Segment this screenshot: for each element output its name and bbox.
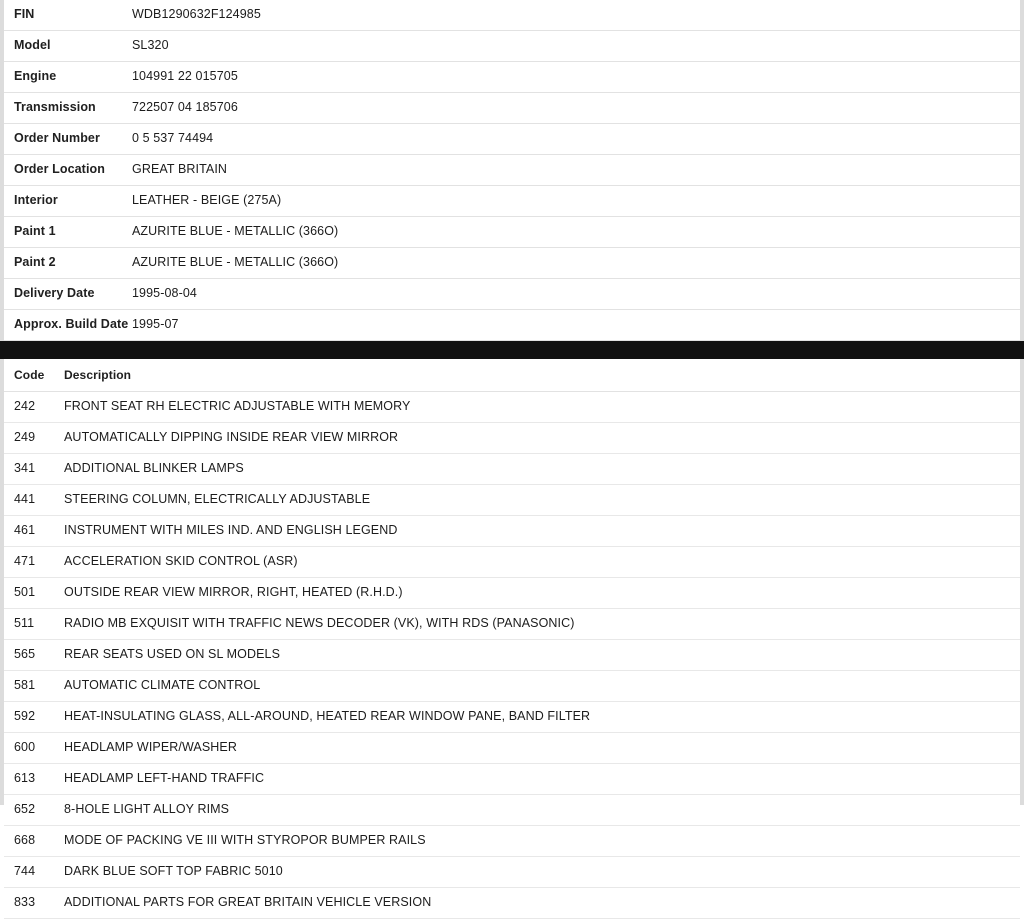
- spec-value: 0 5 537 74494: [132, 124, 1020, 155]
- spec-label: FIN: [4, 0, 132, 31]
- option-description: HEAT-INSULATING GLASS, ALL-AROUND, HEATED REAR WINDOW PANE, BAND FILTER: [64, 709, 591, 723]
- option-description: RADIO MB EXQUISIT WITH TRAFFIC NEWS DECODER (VK), WITH RDS (PANASONIC): [64, 616, 575, 630]
- spec-value: LEATHER - BEIGE (275A): [132, 186, 1020, 217]
- option-description: HEADLAMP WIPER/WASHER: [64, 740, 237, 754]
- spec-row: [4, 310, 1020, 341]
- table-row: [4, 857, 1020, 888]
- option-code: 668: [14, 833, 36, 847]
- option-code: 652: [14, 802, 36, 816]
- option-description: AUTOMATIC CLIMATE CONTROL: [64, 678, 261, 692]
- table-row: [4, 826, 1020, 857]
- option-description: ADDITIONAL BLINKER LAMPS: [64, 461, 244, 475]
- option-description: STEERING COLUMN, ELECTRICALLY ADJUSTABLE: [64, 492, 371, 506]
- spec-row: [4, 93, 1020, 124]
- option-code: 592: [14, 709, 36, 723]
- option-code: 511: [14, 616, 35, 630]
- option-code: 613: [14, 771, 36, 785]
- table-row: [4, 609, 1020, 640]
- option-code: 471: [14, 554, 36, 568]
- table-row: [4, 795, 1020, 826]
- spec-row: [4, 279, 1020, 310]
- option-description: OUTSIDE REAR VIEW MIRROR, RIGHT, HEATED (R.H.D.): [64, 585, 403, 599]
- table-row: [4, 516, 1020, 547]
- spec-row: [4, 62, 1020, 93]
- option-code: 833: [14, 895, 36, 909]
- option-description: ADDITIONAL PARTS FOR GREAT BRITAIN VEHICLE VERSION: [64, 895, 432, 909]
- option-codes-header-row: [4, 359, 1020, 392]
- option-code: 249: [14, 430, 36, 444]
- table-row: [4, 640, 1020, 671]
- spec-value: AZURITE BLUE - METALLIC (366O): [132, 217, 1020, 248]
- spec-row: [4, 0, 1020, 31]
- spec-label: Order Location: [4, 155, 132, 186]
- table-row: [4, 454, 1020, 485]
- option-description: AUTOMATICALLY DIPPING INSIDE REAR VIEW MIRROR: [64, 430, 399, 444]
- spec-value: 104991 22 015705: [132, 62, 1020, 93]
- option-code: 242: [14, 399, 36, 413]
- vehicle-specs-body: [4, 0, 1020, 341]
- spec-row: [4, 186, 1020, 217]
- table-row: [4, 392, 1020, 423]
- table-row: [4, 888, 1020, 919]
- spec-row: [4, 155, 1020, 186]
- section-divider-band: [0, 341, 1024, 359]
- spec-value: 722507 04 185706: [132, 93, 1020, 124]
- option-code: 565: [14, 647, 36, 661]
- option-code: 341: [14, 461, 36, 475]
- spec-value: AZURITE BLUE - METALLIC (366O): [132, 248, 1020, 279]
- option-description: FRONT SEAT RH ELECTRIC ADJUSTABLE WITH MEMORY: [64, 399, 411, 413]
- spec-row: [4, 31, 1020, 62]
- option-codes-body: [4, 392, 1020, 919]
- option-description: DARK BLUE SOFT TOP FABRIC 5010: [64, 864, 283, 878]
- table-row: [4, 764, 1020, 795]
- spec-label: Interior: [4, 186, 132, 217]
- spec-row: [4, 217, 1020, 248]
- spec-row: [4, 124, 1020, 155]
- option-code: 501: [14, 585, 36, 599]
- table-row: [4, 671, 1020, 702]
- vehicle-specs-table: [4, 0, 1020, 341]
- spec-value: SL320: [132, 31, 1020, 62]
- table-row: [4, 702, 1020, 733]
- spec-label: Delivery Date: [4, 279, 132, 310]
- column-header-description: Description: [64, 359, 1020, 392]
- spec-label: Engine: [4, 62, 132, 93]
- option-description: ACCELERATION SKID CONTROL (ASR): [64, 554, 298, 568]
- column-header-code: Code: [4, 359, 64, 392]
- option-code: 461: [14, 523, 36, 537]
- option-description: REAR SEATS USED ON SL MODELS: [64, 647, 281, 661]
- option-code: 441: [14, 492, 36, 506]
- spec-value: WDB1290632F124985: [132, 0, 1020, 31]
- table-row: [4, 733, 1020, 764]
- spec-label: Model: [4, 31, 132, 62]
- spec-label: Transmission: [4, 93, 132, 124]
- option-code: 600: [14, 740, 36, 754]
- spec-value: 1995-07: [132, 310, 1020, 341]
- spec-label: Paint 2: [4, 248, 132, 279]
- table-row: [4, 547, 1020, 578]
- option-description: HEADLAMP LEFT-HAND TRAFFIC: [64, 771, 265, 785]
- spec-value: GREAT BRITAIN: [132, 155, 1020, 186]
- spec-label: Approx. Build Date: [4, 310, 132, 341]
- spec-label: Order Number: [4, 124, 132, 155]
- option-codes-header: [4, 359, 1020, 392]
- option-code: 744: [14, 864, 36, 878]
- table-row: [4, 578, 1020, 609]
- option-code: 581: [14, 678, 36, 692]
- table-row: [4, 423, 1020, 454]
- option-codes-table: [4, 359, 1020, 919]
- option-description: MODE OF PACKING VE III WITH STYROPOR BUMPER RAILS: [64, 833, 426, 847]
- table-row: [4, 485, 1020, 516]
- option-description: INSTRUMENT WITH MILES IND. AND ENGLISH LEGEND: [64, 523, 398, 537]
- option-description: 8-HOLE LIGHT ALLOY RIMS: [64, 802, 230, 816]
- spec-label: Paint 1: [4, 217, 132, 248]
- spec-value: 1995-08-04: [132, 279, 1020, 310]
- spec-row: [4, 248, 1020, 279]
